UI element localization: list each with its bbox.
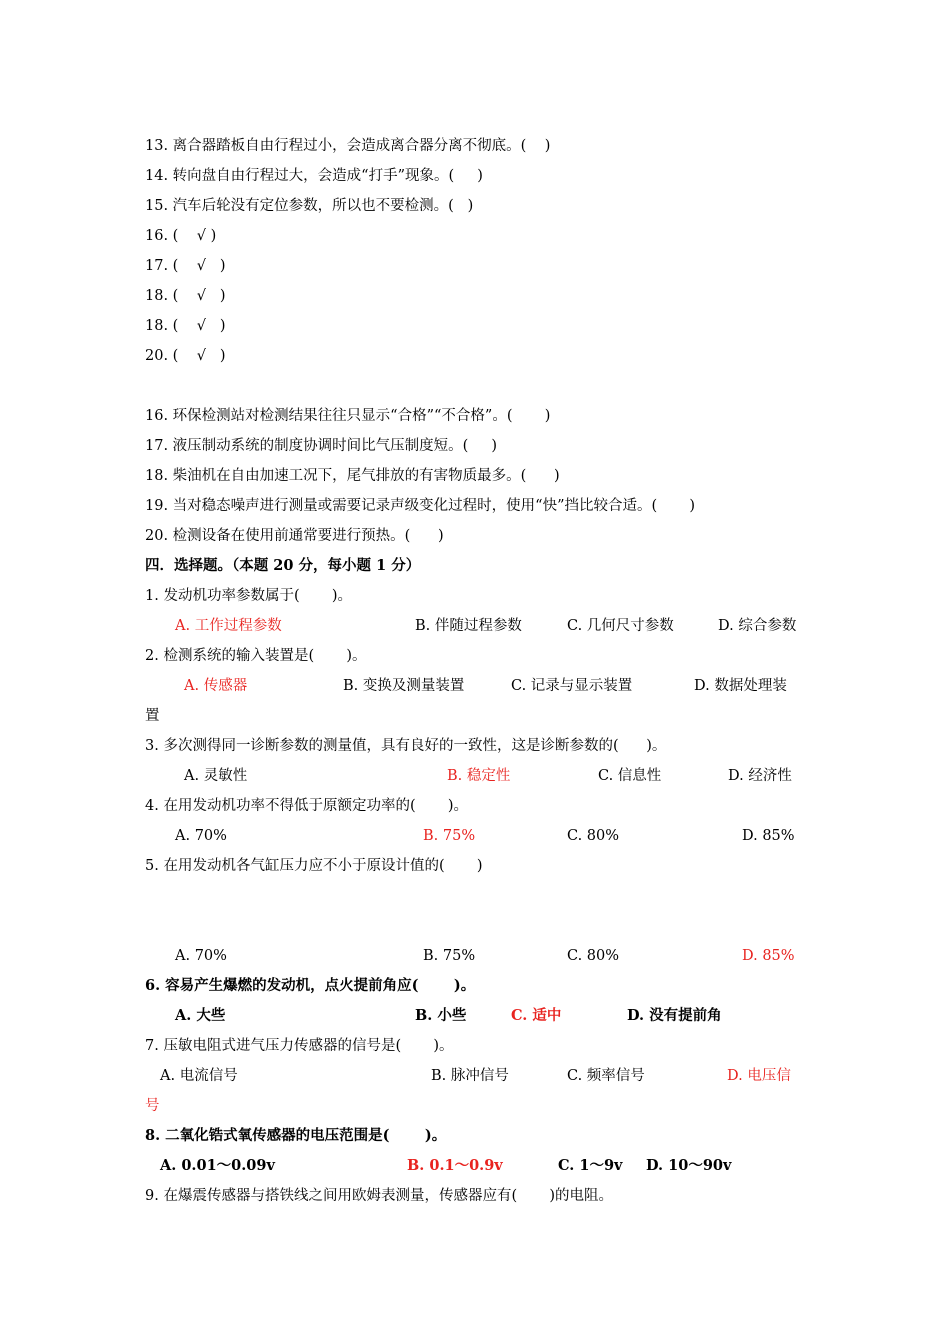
q3-option-a: A. 灵敏性 bbox=[184, 768, 248, 784]
q3-option-d: D. 经济性 bbox=[728, 768, 792, 784]
q4-option-c: C. 80% bbox=[567, 828, 620, 844]
q4-option-b: B. 75% bbox=[423, 828, 476, 844]
q2-option-d: D. 数据处理装 bbox=[694, 678, 787, 694]
question-3: 3. 多次测得同一诊断参数的测量值，具有良好的一致性，这是诊断参数的( )。 bbox=[145, 738, 667, 754]
q2-option-a: A. 传感器 bbox=[184, 678, 248, 694]
q8-option-d: D. 10～90v bbox=[646, 1157, 732, 1174]
q2-option-c: C. 记录与显示装置 bbox=[511, 678, 633, 694]
judge-item-14: 14. 转向盘自由行程过大，会造成“打手”现象。( ) bbox=[145, 168, 483, 184]
answer-item-18a: 18. ( √ ) bbox=[145, 288, 226, 304]
q6-option-b: B. 小些 bbox=[415, 1007, 467, 1024]
q8-option-c: C. 1～9v bbox=[558, 1157, 623, 1174]
q6-option-a: A. 大些 bbox=[175, 1007, 226, 1024]
q7-option-d: D. 电压信 bbox=[727, 1068, 791, 1084]
question-8: 8. 二氧化锆式氧传感器的电压范围是( )。 bbox=[145, 1127, 447, 1144]
q7-option-d-wrap: 号 bbox=[145, 1098, 160, 1114]
question-2: 2. 检测系统的输入装置是( )。 bbox=[145, 648, 367, 664]
q5-option-c: C. 80% bbox=[567, 948, 620, 964]
q2-option-d-wrap: 置 bbox=[145, 708, 160, 724]
question-5: 5. 在用发动机各气缸压力应不小于原设计值的( ) bbox=[145, 858, 483, 874]
q5-option-d: D. 85% bbox=[742, 948, 795, 964]
q5-option-b: B. 75% bbox=[423, 948, 476, 964]
q7-option-b: B. 脉冲信号 bbox=[431, 1068, 509, 1084]
q1-option-b: B. 伴随过程参数 bbox=[415, 618, 522, 634]
answer-item-17: 17. ( √ ) bbox=[145, 258, 226, 274]
answer-item-16: 16. ( √ ) bbox=[145, 228, 217, 244]
q8-option-a: A. 0.01～0.09v bbox=[160, 1157, 275, 1174]
answer-item-18b: 18. ( √ ) bbox=[145, 318, 226, 334]
answer-item-20: 20. ( √ ) bbox=[145, 348, 226, 364]
q3-option-b: B. 稳定性 bbox=[447, 768, 511, 784]
judge-item-19: 19. 当对稳态噪声进行测量或需要记录声级变化过程时，使用“快”挡比较合适。( ) bbox=[145, 498, 696, 514]
q1-option-a: A. 工作过程参数 bbox=[175, 618, 282, 634]
q7-option-a: A. 电流信号 bbox=[160, 1068, 238, 1084]
q2-option-b: B. 变换及测量装置 bbox=[343, 678, 465, 694]
q6-option-c: C. 适中 bbox=[511, 1007, 562, 1024]
q4-option-d: D. 85% bbox=[742, 828, 795, 844]
judge-item-18: 18. 柴油机在自由加速工况下，尾气排放的有害物质最多。( ) bbox=[145, 468, 560, 484]
q5-option-a: A. 70% bbox=[175, 948, 227, 964]
judge-item-15: 15. 汽车后轮没有定位参数，所以也不要检测。( ) bbox=[145, 198, 474, 214]
question-6: 6. 容易产生爆燃的发动机，点火提前角应( )。 bbox=[145, 977, 476, 994]
q7-option-c: C. 频率信号 bbox=[567, 1068, 645, 1084]
q1-option-d: D. 综合参数 bbox=[718, 618, 797, 634]
question-4: 4. 在用发动机功率不得低于原额定功率的( )。 bbox=[145, 798, 469, 814]
section-title: 四．选择题。（本题 20 分，每小题 1 分） bbox=[145, 557, 421, 574]
question-9: 9. 在爆震传感器与搭铁线之间用欧姆表测量，传感器应有( )的电阻。 bbox=[145, 1188, 614, 1204]
question-7: 7. 压敏电阻式进气压力传感器的信号是( )。 bbox=[145, 1038, 454, 1054]
judge-item-17: 17. 液压制动系统的制度协调时间比气压制度短。( ) bbox=[145, 438, 498, 454]
q4-option-a: A. 70% bbox=[175, 828, 227, 844]
judge-item-20: 20. 检测设备在使用前通常要进行预热。( ) bbox=[145, 528, 444, 544]
question-1: 1. 发动机功率参数属于( )。 bbox=[145, 588, 353, 604]
judge-item-13: 13. 离合器踏板自由行程过小，会造成离合器分离不彻底。( ) bbox=[145, 138, 551, 154]
judge-item-16: 16. 环保检测站对检测结果往往只显示“合格”“不合格”。( ) bbox=[145, 408, 551, 424]
q1-option-c: C. 几何尺寸参数 bbox=[567, 618, 674, 634]
q3-option-c: C. 信息性 bbox=[598, 768, 662, 784]
q8-option-b: B. 0.1～0.9v bbox=[407, 1157, 503, 1174]
q6-option-d: D. 没有提前角 bbox=[627, 1007, 722, 1024]
